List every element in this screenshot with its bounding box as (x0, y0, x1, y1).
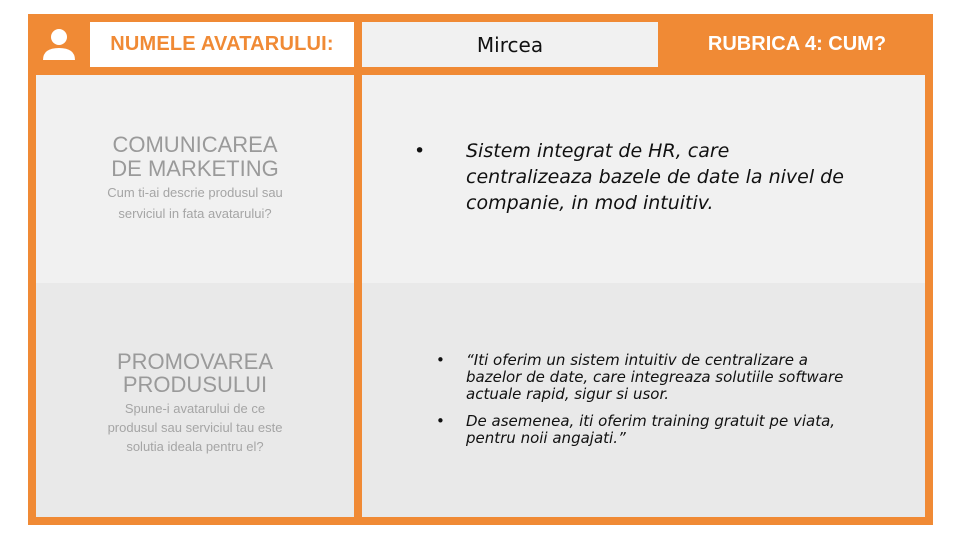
user-icon (40, 26, 78, 64)
avatar-name-value: Mircea (476, 32, 544, 57)
bullet-text-line: companie, in mod intuitiv. (466, 192, 714, 214)
bullet-text-line: bazelor de date, care integreaza solutiile software (466, 368, 844, 386)
row-subtitle-line: serviciul in fata avatarului? (118, 206, 272, 221)
rubric-title: RUBRICA 4: CUM? (707, 33, 887, 55)
bullet-marker: • (436, 412, 445, 430)
marketing-communication-cell (36, 75, 354, 283)
answer-bullet (438, 413, 898, 447)
avatar-name-label: NUMELE AVATARULUI: (110, 33, 334, 55)
row-subtitle-line: Cum ti-ai descrie produsul sau (107, 185, 283, 200)
row-title-line: PRODUSULUI (122, 372, 268, 397)
bullet-text-line: actuale rapid, sigur si usor. (466, 385, 670, 403)
bullet-text-line: “Iti oferim un sistem intuitiv de centralizare a (466, 351, 808, 369)
product-promotion-cell (36, 283, 354, 517)
row-subtitle-line: solutia ideala pentru el? (126, 439, 264, 454)
bullet-text-line: De asemenea, iti oferim training gratuit pe viata, (466, 412, 836, 430)
answer-bullet (414, 138, 878, 216)
bullet-marker: • (414, 140, 426, 162)
bullet-text-line: pentru noii angajati.” (466, 429, 626, 447)
bullet-marker: • (436, 351, 445, 369)
bullet-text-line: Sistem integrat de HR, care (466, 140, 730, 162)
avatar-name-field[interactable] (362, 22, 658, 67)
row-subtitle-line: produsul sau serviciul tau este (107, 420, 283, 435)
row-title-line: PROMOVAREA (116, 349, 274, 374)
row-title-line: COMUNICAREA (112, 132, 278, 157)
answer-bullet (438, 352, 898, 403)
bullet-text-line: centralizeaza bazele de date la nivel de (466, 166, 844, 188)
row-title-line: DE MARKETING (111, 156, 279, 181)
row-subtitle-line: Spune-i avatarului de ce (124, 401, 266, 416)
avatar-name-label-box (90, 22, 354, 67)
